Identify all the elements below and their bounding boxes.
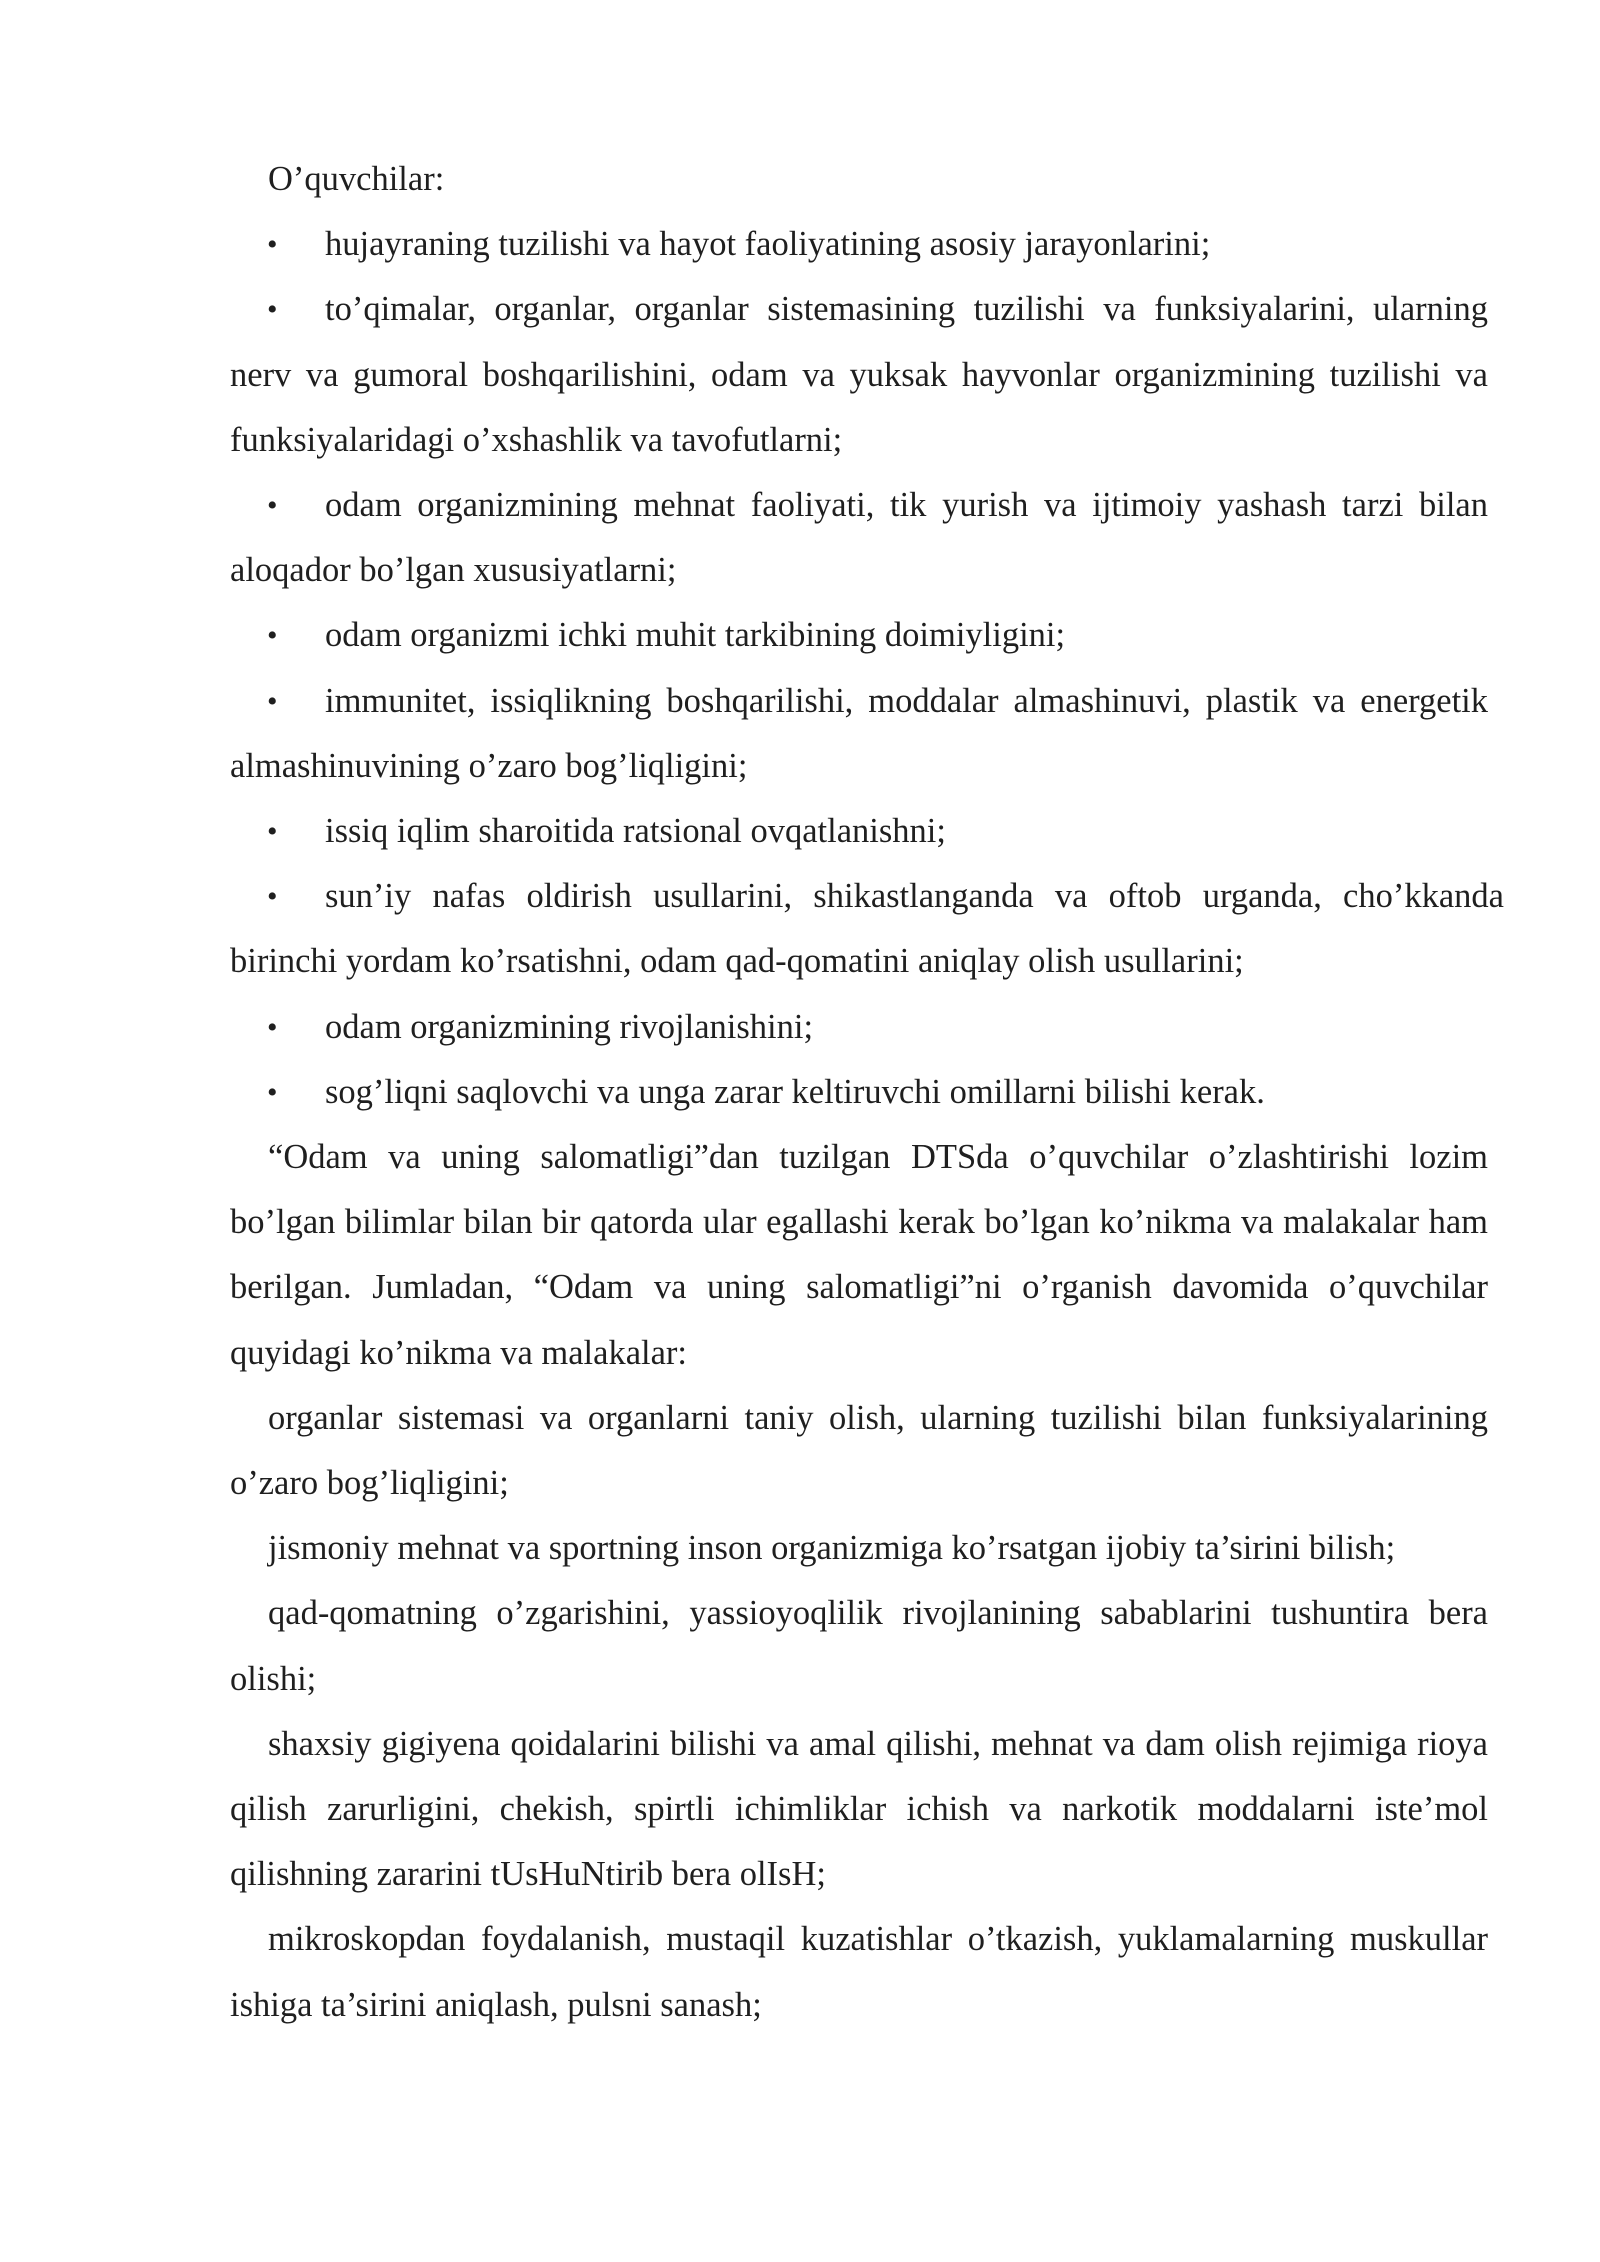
list-item <box>230 864 1504 994</box>
list-item <box>230 212 1488 277</box>
document-page <box>230 147 1504 2038</box>
list-item-text: sun’iy nafas oldirish usullarini, shikastlanganda va oftob urganda, cho’kkanda birinchi yordam ko’rsatishni, odam qad-qomatini aniqlay olish usullarini; <box>230 877 1504 981</box>
list-item <box>230 995 1488 1060</box>
bullet-icon: • <box>267 815 278 849</box>
list-item <box>230 1060 1488 1125</box>
body-text <box>230 1125 1488 2038</box>
bullet-icon: • <box>267 1075 278 1109</box>
bullet-icon: • <box>267 684 278 718</box>
bullet-icon: • <box>267 1010 278 1044</box>
list-item <box>230 603 1488 668</box>
paragraph: jismoniy mehnat va sportning inson organizmiga ko’rsatgan ijobiy ta’sirini bilish; <box>268 1529 1396 1568</box>
bullet-icon: • <box>267 293 278 327</box>
list-item-text: to’qimalar, organlar, organlar sistemasining tuzilishi va funksiyalarini, ularning nerv va gumoral boshqarilishini, odam va yuksak hayvonlar organizmining tuzilishi va funksiyalaridagi o’xshashlik va tavofutlarni; <box>230 290 1488 459</box>
list-item-text: immunitet, issiqlikning boshqarilishi, moddalar almashinuvi, plastik va energetik almashinuvining o’zaro bog’liqligini; <box>230 681 1488 785</box>
bullet-icon: • <box>267 489 278 523</box>
list-item-text: issiq iqlim sharoitida ratsional ovqatlanishni; <box>325 812 946 851</box>
paragraph: mikroskopdan foydalanish, mustaqil kuzatishlar o’tkazish, yuklamalarning muskullar ishiga ta’sirini aniqlash, pulsni sanash; <box>230 1920 1488 2024</box>
bullet-icon: • <box>267 619 278 653</box>
list-item-text: sog’liqni saqlovchi va unga zarar keltiruvchi omillarni bilishi kerak. <box>325 1072 1265 1111</box>
list-item-text: hujayraning tuzilishi va hayot faoliyatining asosiy jarayonlarini; <box>325 225 1211 264</box>
intro-heading: O’quvchilar: <box>268 160 445 198</box>
list-item <box>230 669 1488 799</box>
list-item <box>230 473 1488 603</box>
knowledge-list <box>230 212 1504 1125</box>
list-item <box>230 277 1488 473</box>
paragraph: organlar sistemasi va organlarni taniy olish, ularning tuzilishi bilan funksiyalarining o’zaro bog’liqligini; <box>230 1398 1488 1503</box>
paragraph: shaxsiy gigiyena qoidalarini bilishi va amal qilishi, mehnat va dam olish rejimiga rioya qilish zarurligini, chekish, spirtli ichimliklar ichish va narkotik moddalarni iste’mol qilishning zararini tUsHuNtirib bera olIsH; <box>230 1724 1488 1894</box>
bullet-icon: • <box>267 880 278 914</box>
list-item-text: odam organizmining rivojlanishini; <box>325 1007 814 1046</box>
paragraph: “Odam va uning salomatligi”dan tuzilgan DTSda o’quvchilar o’zlashtirishi lozim bo’lgan bilimlar bilan bir qatorda ular egallashi kerak bo’lgan ko’nikma va malakalar ham berilgan. Jumladan, “Odam va uning salomatligi”ni o’rganish davomida o’quvchilar quyidagi ko’nikma va malakalar: <box>230 1138 1488 1372</box>
paragraph: qad-qomatning o’zgarishini, yassioyoqlilik rivojlanining sabablarini tushuntira bera olishi; <box>230 1594 1488 1698</box>
list-item-text: odam organizmining mehnat faoliyati, tik yurish va ijtimoiy yashash tarzi bilan aloqador bo’lgan xususiyatlarni; <box>230 486 1488 590</box>
list-item <box>230 799 1488 864</box>
bullet-icon: • <box>267 228 278 262</box>
list-item-text: odam organizmi ichki muhit tarkibining doimiyligini; <box>325 616 1066 655</box>
